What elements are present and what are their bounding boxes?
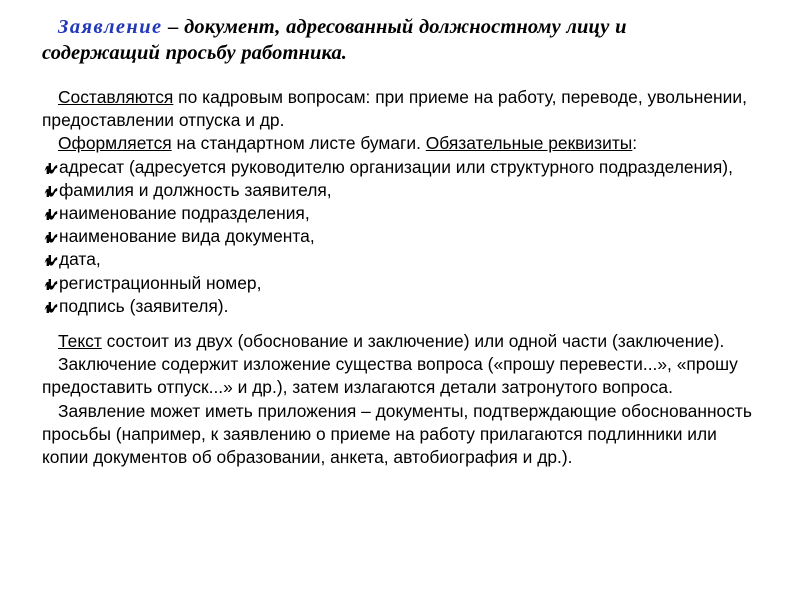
zigzag-arrow-bullet-icon [44, 185, 58, 198]
list-item-label: регистрационный номер, [59, 272, 262, 293]
zigzag-arrow-bullet-icon [44, 301, 58, 314]
list-item [42, 202, 758, 225]
paragraph-scope [42, 86, 758, 132]
slide-body [42, 86, 758, 469]
list-item-label: фамилия и должность заявителя, [59, 179, 332, 200]
text-lead-underlined: Текст [58, 331, 102, 352]
zigzag-arrow-bullet-icon [44, 231, 58, 244]
paragraph-form [42, 132, 758, 155]
paragraph-conclusion: Заключение содержит изложение существа вопроса («прошу перевести...», «прошу предоставить отпуск...» и др.), затем излагаются детали затронутого вопроса. [42, 354, 738, 398]
text-rest: состоит из двух (обоснование и заключение) или одной части (заключение). [101, 331, 725, 352]
list-item [42, 179, 758, 202]
zigzag-arrow-bullet-icon [44, 162, 58, 175]
paragraph-spacer [42, 318, 758, 330]
list-item [42, 272, 758, 295]
scope-rest: по кадровым вопросам: при приеме на работу, переводе, увольнении, предоставлении отпуска и др. [42, 87, 747, 131]
list-item-label: дата, [59, 249, 101, 270]
list-item-label: наименование вида документа, [59, 226, 315, 247]
form-middle: на стандартном листе бумаги. [171, 133, 426, 154]
zigzag-arrow-bullet-icon [44, 278, 58, 291]
paragraph-text [42, 330, 758, 353]
requisites-list [42, 156, 758, 318]
scope-lead-underlined: Составляются [58, 87, 174, 107]
zigzag-arrow-bullet-icon [44, 254, 58, 267]
list-item-label: наименование подразделения, [59, 203, 310, 224]
list-item [42, 248, 758, 271]
list-item-label: адресат (адресуется руководителю организации или структурного подразделения), [59, 156, 733, 177]
form-lead-underlined: Оформляется [58, 133, 172, 154]
paragraph-attachments: Заявление может иметь приложения – документы, подтверждающие обоснованность просьбы (например, к заявлению о приеме на работу прилагаются подлинники или копии документов об образовании, анкета, автобиография и др.). [42, 400, 752, 468]
heading-definition: – документ, адресованный должностному лицу и содержащий просьбу работника. [42, 16, 627, 64]
zigzag-arrow-bullet-icon [44, 208, 58, 221]
list-item-label: подпись (заявителя). [59, 295, 229, 316]
slide-heading [42, 14, 742, 66]
list-item [42, 156, 758, 179]
heading-term: Заявление [58, 16, 163, 38]
list-item [42, 225, 758, 248]
form-requisites-underlined: Обязательные реквизиты [425, 133, 633, 154]
form-tail: : [632, 133, 638, 154]
list-item [42, 295, 758, 318]
